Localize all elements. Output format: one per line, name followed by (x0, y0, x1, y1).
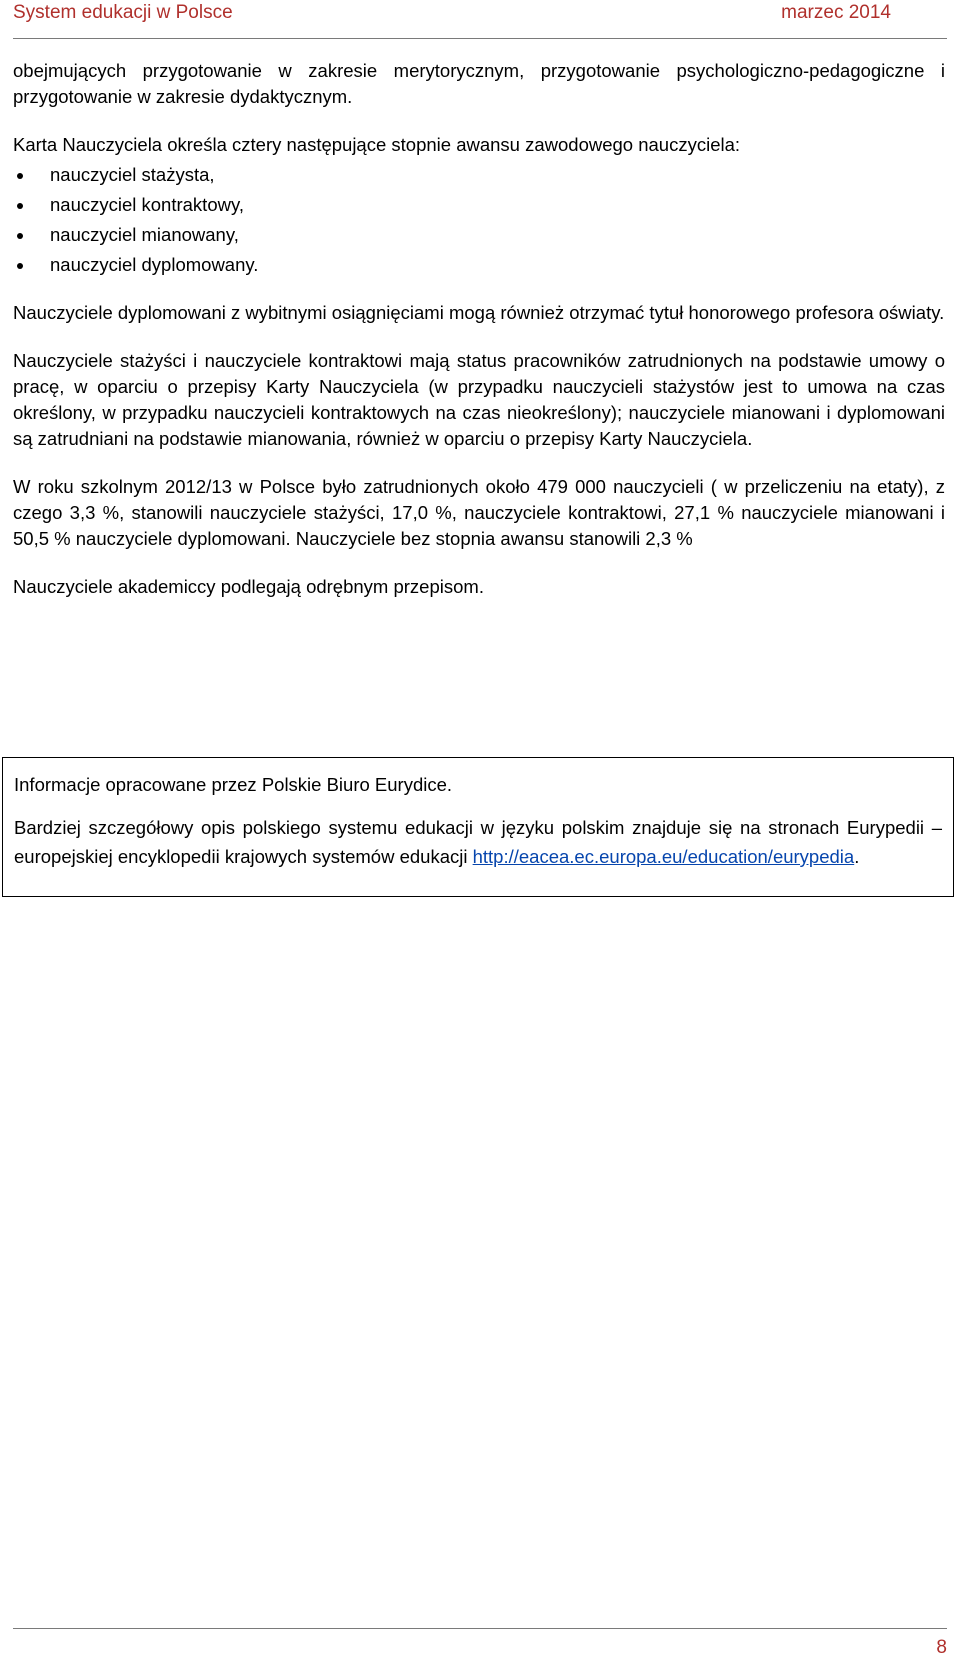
page-number: 8 (936, 1637, 947, 1658)
paragraph-continuation: obejmujących przygotowanie w zakresie merytorycznym, przygotowanie psychologiczno-pedagogiczne i przygotowanie w zakresie dydaktycznym. (13, 60, 945, 107)
bullet-icon (17, 203, 23, 209)
paragraph-employment-status: Nauczyciele stażyści i nauczyciele kontraktowi mają status pracowników zatrudnionych na podstawie umowy o pracę, w oparciu o przepisy Karty Nauczyciela (w przypadku nauczycieli stażystów jest to umowa na czas określony, w przypadku nauczycieli kontraktowych na czas nieokreślony); nauczyciele mianowani i dyplomowani są zatrudniani na podstawie mianowania, również w oparciu o przepisy Karty Nauczyciela. (13, 350, 945, 449)
page-header (13, 0, 947, 39)
footer-divider (13, 1628, 947, 1629)
main-content (13, 58, 945, 600)
paragraph-honorary-title: Nauczyciele dyplomowani z wybitnymi osiągnięciami mogą również otrzymać tytuł honorowego profesora oświaty. (13, 302, 945, 323)
list-item: nauczyciel stażysta, (13, 162, 945, 188)
bullet-icon (17, 263, 23, 269)
promotion-levels-list (13, 162, 945, 278)
bullet-icon (17, 233, 23, 239)
list-item: nauczyciel kontraktowy, (13, 192, 945, 218)
list-item: nauczyciel mianowany, (13, 222, 945, 248)
paragraph-statistics: W roku szkolnym 2012/13 w Polsce było zatrudnionych około 479 000 nauczycieli ( w przeliczeniu na etaty), z czego 3,3 %, stanowili nauczyciele stażyści, 17,0 %, nauczyciele kontraktowi, 27,1 % nauczyciele mianowani i 50,5 % nauczyciele dyplomowani. Nauczyciele bez stopnia awansu stanowili 2,3 % (13, 476, 945, 549)
bullet-icon (17, 173, 23, 179)
info-box (2, 757, 954, 897)
info-source: Informacje opracowane przez Polskie Biuro Eurydice. (14, 774, 453, 795)
document-title: System edukacji w Polsce (13, 2, 233, 23)
eurypedia-link[interactable]: http://eacea.ec.europa.eu/education/eurypedia (472, 846, 855, 867)
paragraph-promotion-levels-intro: Karta Nauczyciela określa cztery następujące stopnie awansu zawodowego nauczyciela: (13, 134, 741, 155)
document-date: marzec 2014 (781, 2, 891, 23)
info-more-details: Bardziej szczegółowy opis polskiego systemu edukacji w języku polskim znajduje się na stronach Eurypedii – europejskiej encyklopedii krajowych systemów edukacji http://eacea.ec.europa.eu/education/eurypedia. (14, 817, 942, 867)
paragraph-academic-teachers: Nauczyciele akademiccy podlegają odrębnym przepisom. (13, 576, 484, 597)
list-item: nauczyciel dyplomowany. (13, 252, 945, 278)
